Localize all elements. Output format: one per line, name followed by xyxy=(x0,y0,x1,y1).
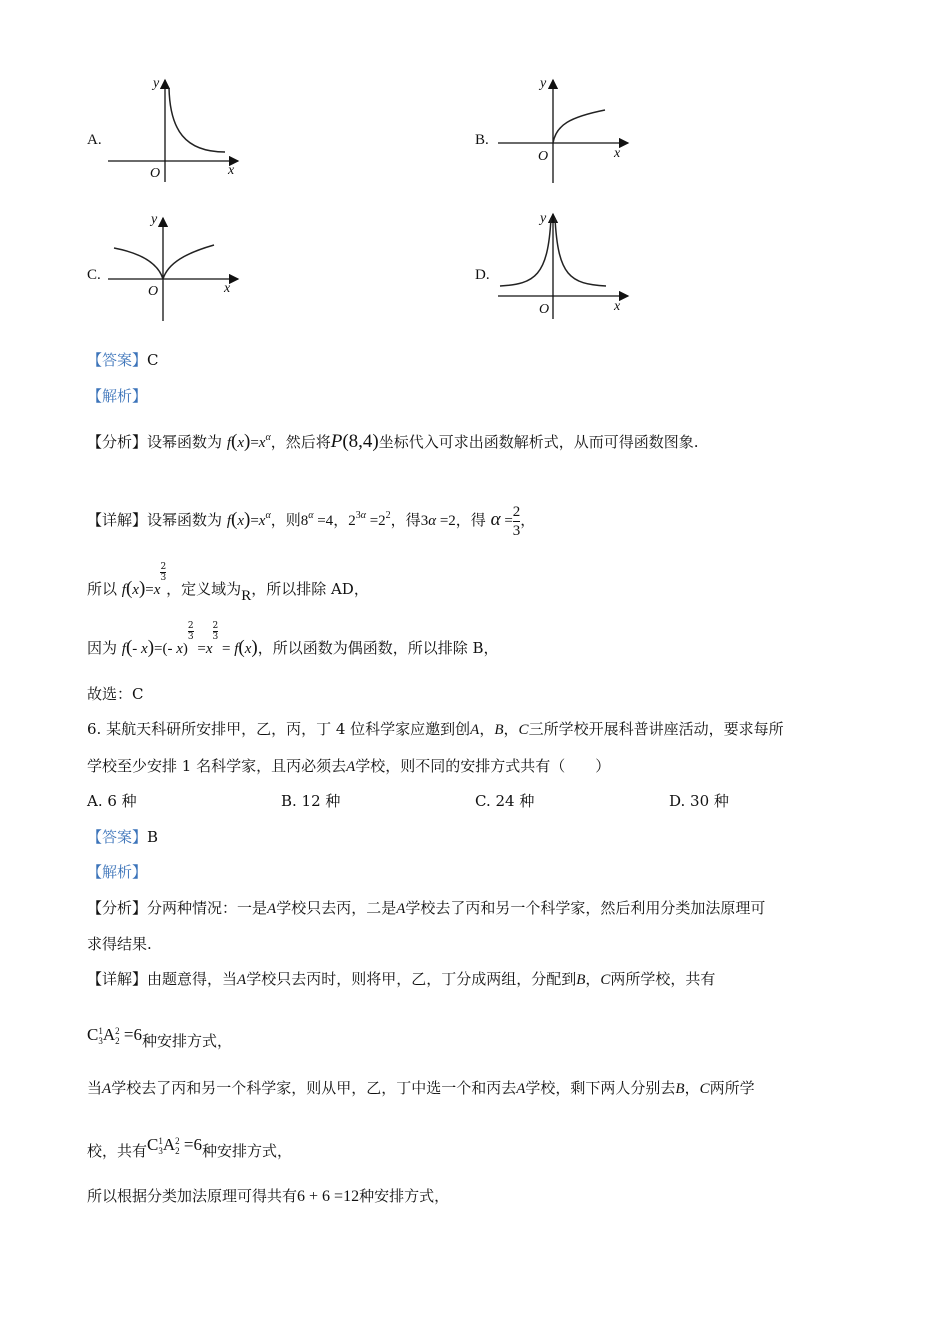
formula-fx: f xyxy=(226,435,231,451)
x-label: x xyxy=(224,281,231,296)
q6-option-b: B. 12 种 xyxy=(281,792,341,810)
q6-xiangjie-line3: 当A学校去了丙和另一个科学家，则从甲，乙，丁中选一个和丙去A学校，剩下两人分别去B，C两所学 xyxy=(87,1079,755,1097)
q5-analysis-tag: 【解析】 xyxy=(87,387,148,405)
curve-d-right xyxy=(555,218,606,286)
q5-yinwei: 因为 f(- x)=(- x) $\frac{2}{3}$ =x $\frac{2}{3}$ = f(x)，所以函数为偶函数，所以排除 B， xyxy=(87,621,499,658)
q5-fenxi: 【分析】设幂函数为 $f(x)=x^\alpha$，然后将P(8,4)坐标代入可求出函数解析式，从而可得函数图象. xyxy=(87,431,699,452)
fraction-two-thirds: $\frac{2}{3}$ xyxy=(512,503,521,539)
y-label: y xyxy=(540,211,547,226)
q5-guxuan: 故选：C xyxy=(87,685,144,703)
q6-option-a: A. 6 种 xyxy=(87,792,137,810)
y-label: y xyxy=(151,212,158,227)
option-d-label: D. xyxy=(475,267,490,283)
q6-fenxi-line2: 求得结果. xyxy=(87,935,152,953)
x-label: x xyxy=(228,163,235,178)
q5-suoyi: 所以 f(x)=x $\frac{2}{3}$ ，定义域为R，所以排除 AD， xyxy=(87,562,369,604)
graph-a xyxy=(100,70,250,190)
origin-label: O xyxy=(539,302,550,317)
graph-c xyxy=(100,208,250,328)
option-b-label: B. xyxy=(475,132,489,148)
q6-xiangjie-line2: C 1 3 A 2 2 =6种安排方式， xyxy=(87,1025,232,1050)
q6-answer: 【答案】B xyxy=(87,828,159,846)
q6-option-c: C. 24 种 xyxy=(475,792,535,810)
x-label: x xyxy=(614,146,621,161)
q6-fenxi-line1: 【分析】分两种情况：一是A学校只去丙，二是A学校去了丙和另一个科学家，然后利用分类加法原理可 xyxy=(87,899,766,917)
q6-xiangjie-line1: 【详解】由题意得，当A学校只去丙时，则将甲，乙，丁分成两组，分配到B，C两所学校，共有 xyxy=(87,970,716,988)
origin-label: O xyxy=(148,284,159,299)
curve-a xyxy=(169,88,225,152)
q6-stem-line2: 学校至少安排 1 名科学家，且丙必须去A学校，则不同的安排方式共有（ ） xyxy=(87,757,611,775)
graph-d xyxy=(490,206,640,326)
x-label: x xyxy=(614,299,621,314)
y-label: y xyxy=(153,76,160,91)
option-a-label: A. xyxy=(87,132,102,148)
q5-xiangjie: 【详解】设幂函数为 $f(x)=x^\alpha$，则$8^\alpha =4$，$2^{3\alpha} =2^2$，得3α =2，得 α = $\frac{2}{3}$ ， xyxy=(87,503,536,539)
curve-c xyxy=(114,245,214,279)
option-c-label: C. xyxy=(87,267,101,283)
q6-analysis-tag: 【解析】 xyxy=(87,863,148,881)
q5-answer: 【答案】C xyxy=(87,351,159,369)
curve-b xyxy=(553,110,605,143)
q6-stem-line1: 6. 某航天科研所安排甲，乙，丙，丁 4 位科学家应邀到创A，B，C三所学校开展科普讲座活动，要求每所 xyxy=(87,720,784,738)
q6-xiangjie-line4: 校，共有C 1 3 A 2 2 =6种安排方式， xyxy=(87,1135,292,1160)
origin-label: O xyxy=(538,149,549,164)
q6-xiangjie-line5: 所以根据分类加法原理可得共有6 + 6 =12种安排方式， xyxy=(87,1187,450,1205)
y-label: y xyxy=(540,76,547,91)
origin-label: O xyxy=(150,166,161,181)
curve-d-left xyxy=(500,218,551,286)
q6-option-d: D. 30 种 xyxy=(669,792,729,810)
graph-b xyxy=(490,70,640,190)
